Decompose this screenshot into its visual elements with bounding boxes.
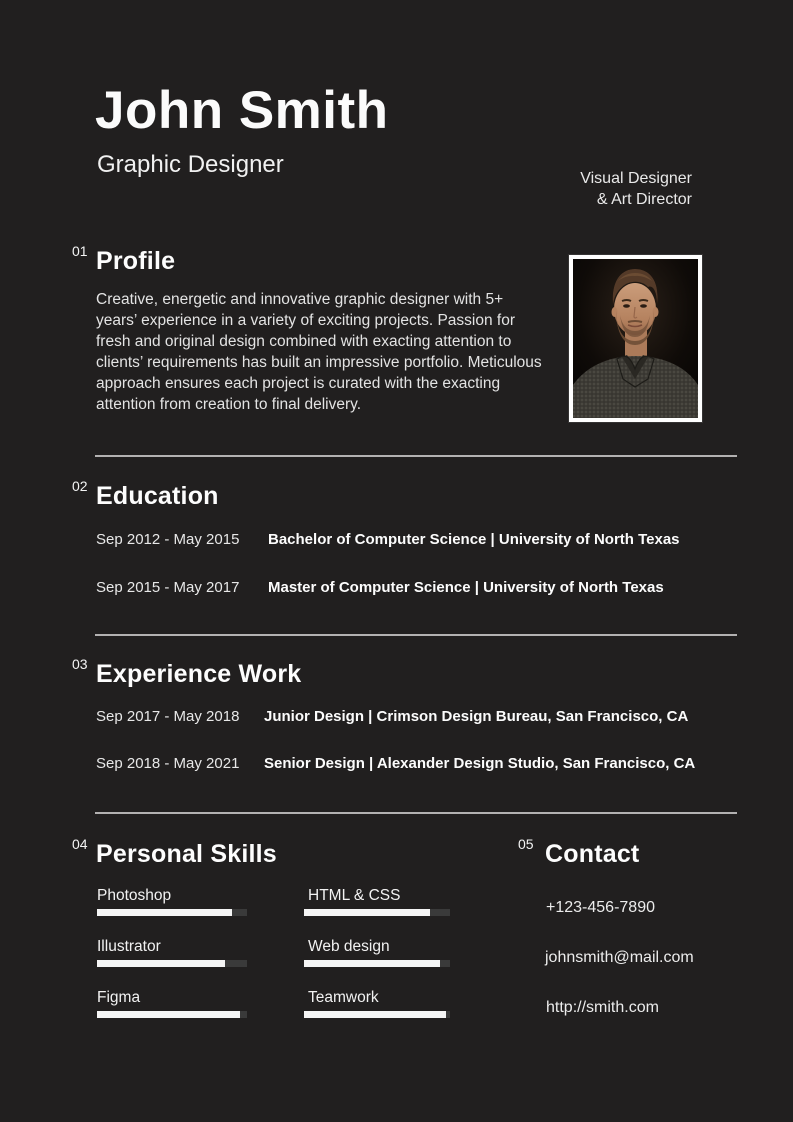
portrait-photo <box>569 255 702 422</box>
profile-section-number: 01 <box>72 243 88 259</box>
experience-section-title: Experience Work <box>96 660 302 688</box>
education-section-title: Education <box>96 482 219 510</box>
person-name: John Smith <box>95 81 389 140</box>
education-description: Bachelor of Computer Science | University of North Texas <box>268 531 680 548</box>
contact-email: johnsmith@mail.com <box>545 949 694 966</box>
divider <box>95 634 737 636</box>
divider <box>95 455 737 457</box>
education-section-number: 02 <box>72 478 88 494</box>
experience-dates: Sep 2017 - May 2018 <box>96 708 240 725</box>
skill-bar <box>304 909 450 916</box>
contact-phone: +123-456-7890 <box>546 899 655 916</box>
skill-bar <box>97 909 247 916</box>
skills-section-number: 04 <box>72 836 88 852</box>
education-description: Master of Computer Science | University of North Texas <box>268 579 664 596</box>
experience-dates: Sep 2018 - May 2021 <box>96 755 240 772</box>
skill-label: Photoshop <box>97 887 172 904</box>
education-dates: Sep 2015 - May 2017 <box>96 579 240 596</box>
contact-section-number: 05 <box>518 836 534 852</box>
skill-bar <box>97 1011 247 1018</box>
tagline-line1: Visual Designer <box>580 170 692 187</box>
skill-bar-fill <box>304 960 440 967</box>
experience-section-number: 03 <box>72 656 88 672</box>
skill-label: Teamwork <box>308 989 379 1006</box>
skill-bar <box>304 1011 450 1018</box>
tagline <box>580 168 692 210</box>
divider <box>95 812 737 814</box>
experience-description: Junior Design | Crimson Design Bureau, San Francisco, CA <box>264 708 689 725</box>
skill-bar <box>304 960 450 967</box>
skill-bar-fill <box>304 1011 446 1018</box>
profile-text: Creative, energetic and innovative graphic designer with 5+ years’ experience in a variety of exciting projects. Passion for fresh and original design combined with exacting attention to clients’ requirements has built an impressive portfolio. Meticulous approach ensures each project is curated with the exacting attention from creation to final delivery. <box>96 291 542 413</box>
skill-bar-fill <box>97 960 225 967</box>
portrait-illustration <box>573 259 698 418</box>
skills-section-title: Personal Skills <box>96 840 277 868</box>
skill-label: Web design <box>308 938 390 955</box>
skill-bar-fill <box>97 1011 240 1018</box>
skill-label: Illustrator <box>97 938 161 955</box>
job-title: Graphic Designer <box>97 151 284 178</box>
skill-bar <box>97 960 247 967</box>
skill-bar-fill <box>304 909 430 916</box>
contact-website: http://smith.com <box>546 999 659 1016</box>
tagline-line2: & Art Director <box>596 191 692 208</box>
skill-label: Figma <box>97 989 141 1006</box>
contact-section-title: Contact <box>545 840 640 868</box>
skill-label: HTML & CSS <box>308 887 401 904</box>
experience-description: Senior Design | Alexander Design Studio, San Francisco, CA <box>264 755 696 772</box>
education-dates: Sep 2012 - May 2015 <box>96 531 240 548</box>
skill-bar-fill <box>97 909 232 916</box>
profile-section-title: Profile <box>96 247 176 275</box>
